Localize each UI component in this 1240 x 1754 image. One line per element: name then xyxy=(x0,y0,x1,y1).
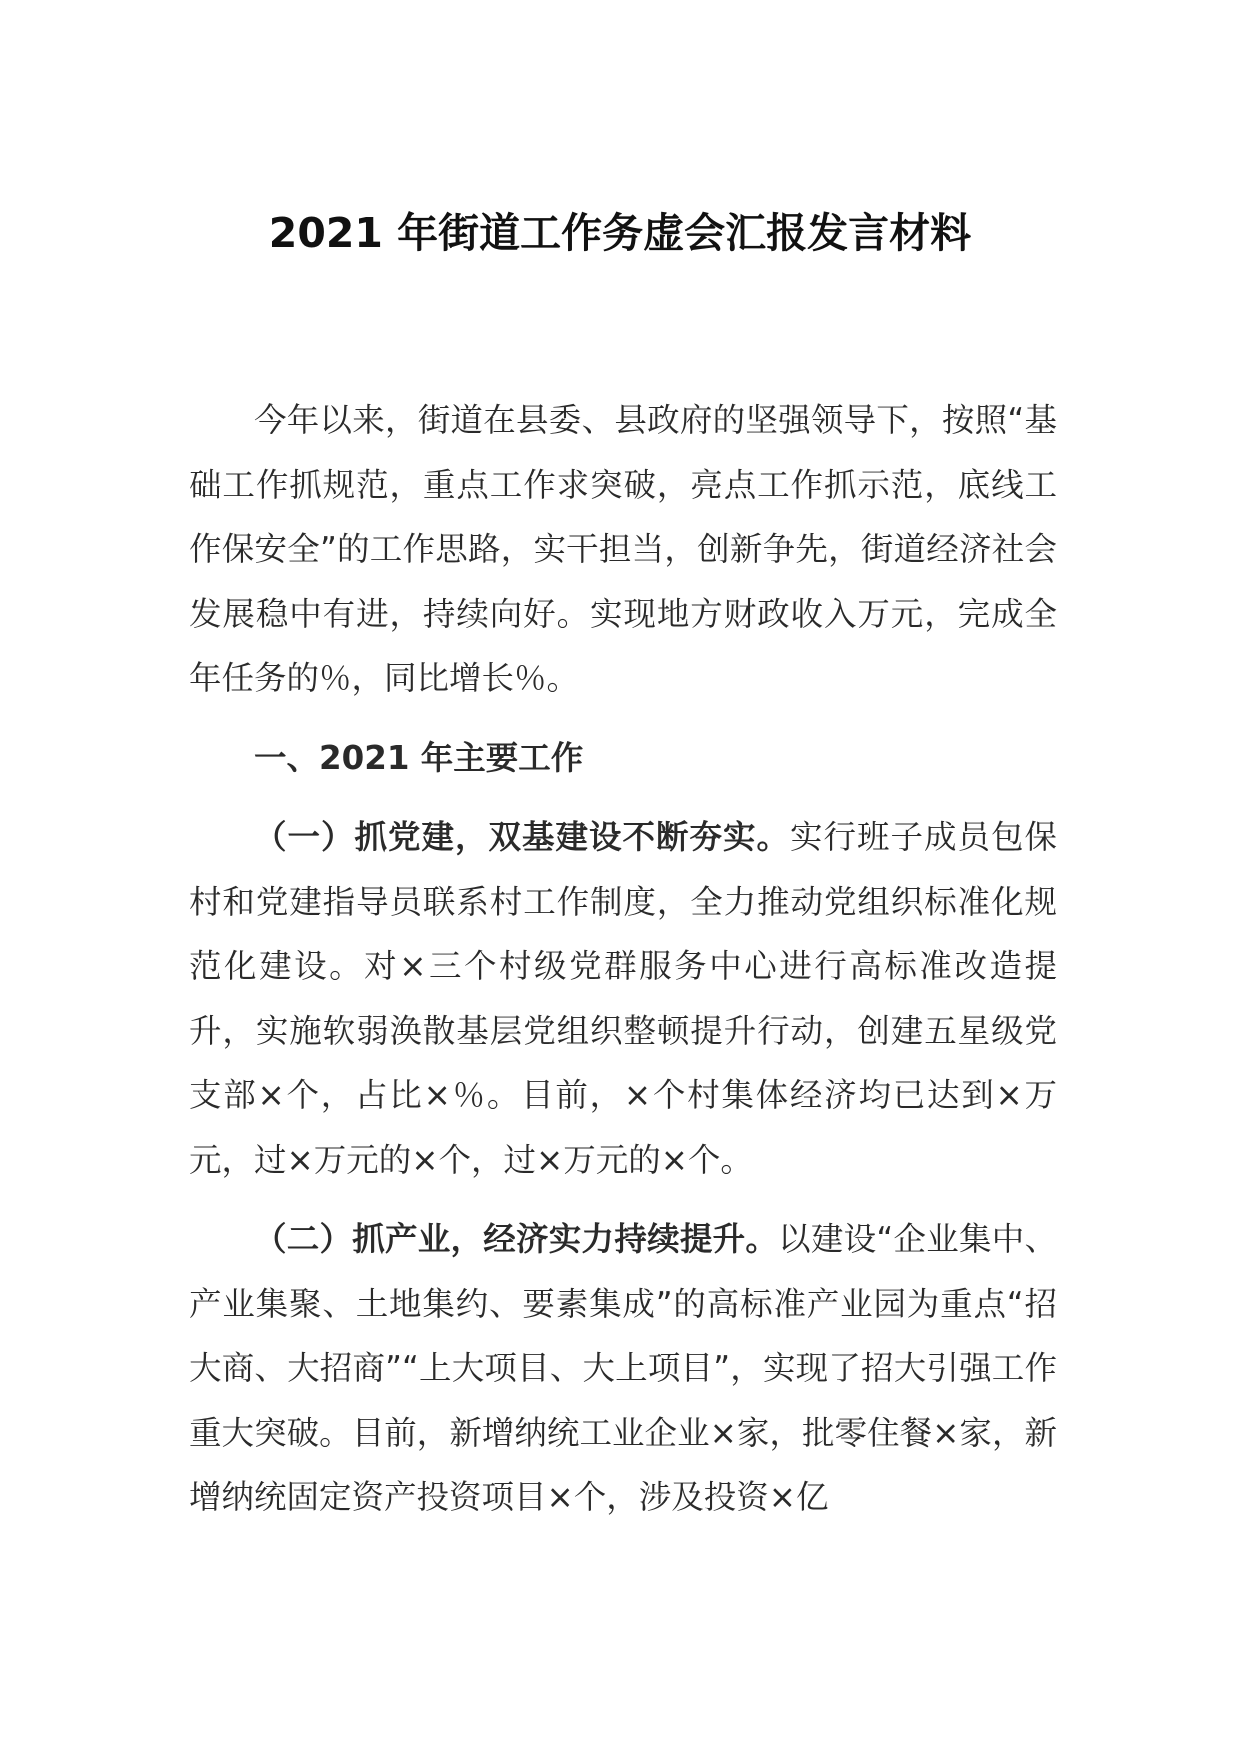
document-body xyxy=(189,388,1057,1530)
section-item-1-text: 实行班子成员包保村和党建指导员联系村工作制度，全力推动党组织标准化规范化建设。对×三个村级党群服务中心进行高标准改造提升，实施软弱涣散基层党组织整顿提升行动，创建五星级党支部×个，占比×％。目前，×个村集体经济均已达到×万元，过×万元的×个，过×万元的×个。 xyxy=(189,818,1057,1179)
section-item-2 xyxy=(189,1207,1057,1530)
section-item-1-lead: （一）抓党建，双基建设不断夯实。 xyxy=(254,818,790,856)
document-title: 2021 年街道工作务虚会汇报发言材料 xyxy=(268,209,972,257)
intro-paragraph: 今年以来，街道在县委、县政府的坚强领导下，按照“基础工作抓规范，重点工作求突破，亮点工作抓示范，底线工作保安全”的工作思路，实干担当，创新争先，街道经济社会发展稳中有进，持续向好。实现地方财政收入万元，完成全年任务的％，同比增长％。 xyxy=(189,401,1057,697)
section-item-2-text: 以建设“企业集中、产业集聚、土地集约、要素集成”的高标准产业园为重点“招大商、大招商”“上大项目、大上项目”，实现了招大引强工作重大突破。目前，新增纳统工业企业×家，批零住餐×家，新增纳统固定资产投资项目×个，涉及投资×亿 xyxy=(189,1220,1057,1516)
section-heading: 一、2021 年主要工作 xyxy=(254,738,584,777)
section-item-2-lead: （二）抓产业，经济实力持续提升。 xyxy=(254,1220,779,1258)
section-item-1 xyxy=(189,805,1057,1192)
